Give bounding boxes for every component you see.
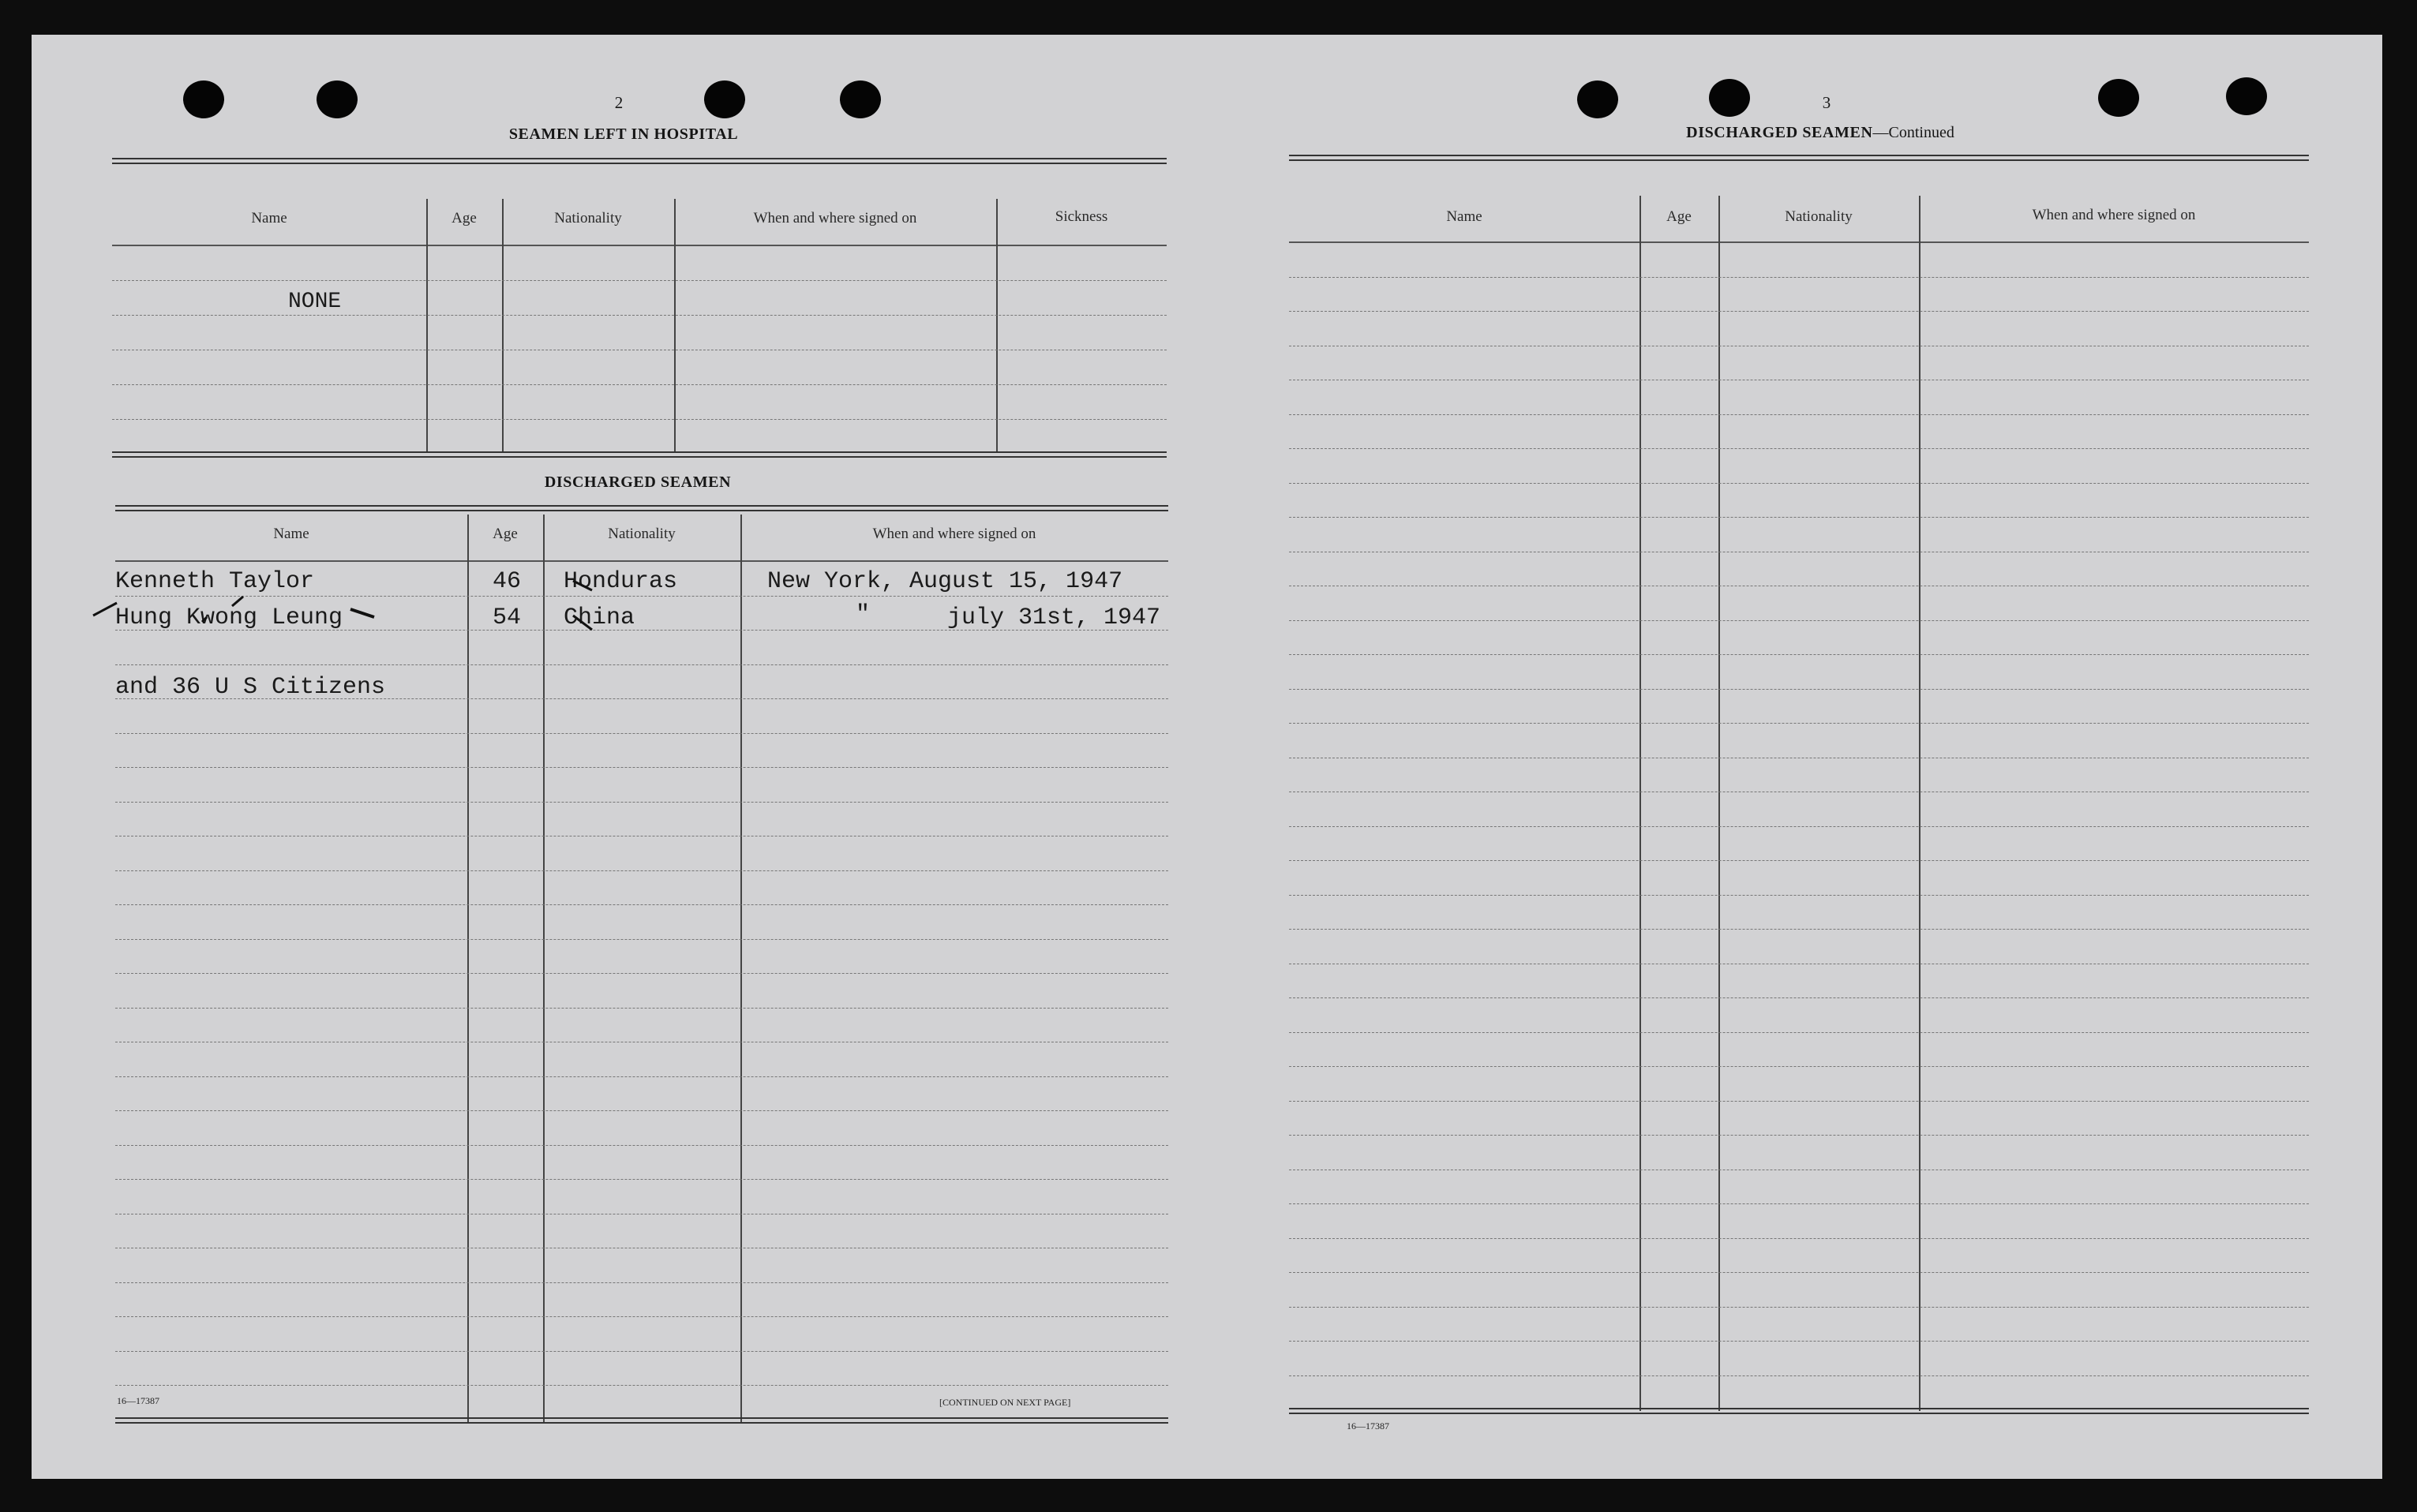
ruled-line [1289, 930, 2309, 964]
seaman-2-age: 54 [493, 604, 522, 631]
ruled-line [1289, 792, 2309, 827]
ruled-line [1289, 724, 2309, 758]
column-header-sickness: Sickness [1055, 208, 1108, 225]
ruled-line [115, 974, 1168, 1009]
discharged-section-title: DISCHARGED SEAMEN [544, 473, 732, 491]
column-header-signed-on: When and where signed on [753, 210, 917, 226]
manifest-sheet [32, 35, 2382, 1479]
column-header-signed-on: When and where signed on [2032, 207, 2196, 223]
ruled-line [115, 1248, 1168, 1283]
ruled-line [115, 905, 1168, 940]
title-suffix: —Continued [1872, 124, 1954, 141]
ruled-line [115, 1146, 1168, 1181]
column-header-nationality: Nationality [608, 526, 676, 542]
ruled-line [1289, 1136, 2309, 1170]
ruled-line [115, 1317, 1168, 1352]
hospital-entry: NONE [288, 290, 342, 314]
ruled-line [115, 836, 1168, 871]
page-number: 2 [614, 93, 624, 112]
ruled-line [1289, 1102, 2309, 1136]
ruled-line [1289, 998, 2309, 1033]
column-header-name: Name [251, 210, 287, 226]
ruled-line [1289, 1170, 2309, 1205]
ruled-line [1289, 621, 2309, 656]
ruled-line [115, 1009, 1168, 1043]
seaman-1-nationality: Honduras [564, 568, 678, 595]
page-number: 3 [1822, 93, 1831, 112]
ruled-line [1289, 655, 2309, 690]
seaman-2-nationality: China [564, 604, 635, 631]
ruled-line [1289, 1067, 2309, 1102]
punch-hole [1709, 79, 1750, 117]
ruled-line [1289, 278, 2309, 313]
ruled-line [115, 1283, 1168, 1318]
ruled-line [1289, 827, 2309, 862]
column-header-name: Name [273, 526, 309, 542]
ruled-line [1289, 1308, 2309, 1342]
citizens-note: and 36 U S Citizens [115, 674, 386, 701]
column-header-name: Name [1446, 208, 1482, 225]
punch-hole [2226, 77, 2267, 115]
ruled-line [1289, 518, 2309, 552]
continued-note: [CONTINUED ON NEXT PAGE] [939, 1397, 1071, 1408]
ruled-line [115, 1042, 1168, 1077]
form-number: 16—17387 [1347, 1420, 1389, 1432]
ruled-line [1289, 243, 2309, 278]
ruled-line [115, 1214, 1168, 1249]
ruled-line [1289, 312, 2309, 346]
ruled-line [1289, 896, 2309, 930]
ruled-line [115, 1180, 1168, 1214]
column-header-signed-on: When and where signed on [872, 526, 1036, 542]
ruled-line [1289, 964, 2309, 999]
column-header-age: Age [452, 210, 477, 226]
discharged-continued-table [1289, 155, 2309, 1414]
ruled-line [1289, 1239, 2309, 1274]
left-page [32, 35, 1216, 1479]
title-text: DISCHARGED SEAMEN [1686, 124, 1873, 141]
column-header-age: Age [1666, 208, 1692, 225]
seaman-2-name: Hung Kwong Leung [115, 604, 343, 631]
ruled-line [1289, 1273, 2309, 1308]
column-header-age: Age [493, 526, 518, 542]
ruled-line [115, 940, 1168, 975]
right-page [1216, 35, 2382, 1479]
ruled-line [1289, 449, 2309, 484]
discharged-continued-title [1686, 124, 1954, 142]
ruled-line [1289, 380, 2309, 415]
column-header-nationality: Nationality [1785, 208, 1853, 225]
seaman-1-signed-on: New York, August 15, 1947 [767, 568, 1123, 595]
ruled-line [1289, 1204, 2309, 1239]
ruled-line [115, 1352, 1168, 1387]
ruled-line [115, 1077, 1168, 1112]
hospital-section-title: SEAMEN LEFT IN HOSPITAL [508, 125, 739, 143]
form-number: 16—17387 [117, 1395, 159, 1406]
seaman-2-ditto-mark: " [856, 601, 871, 628]
ruled-line [1289, 1342, 2309, 1376]
seaman-1-name: Kenneth Taylor [115, 568, 315, 595]
punch-hole [2098, 79, 2139, 117]
ruled-line [1289, 758, 2309, 793]
seaman-1-age: 46 [493, 568, 522, 595]
ruled-line [115, 1111, 1168, 1146]
ruled-line [1289, 586, 2309, 621]
ruled-line [115, 768, 1168, 803]
column-header-nationality: Nationality [554, 210, 622, 226]
ruled-line [1289, 552, 2309, 587]
ruled-line [1289, 484, 2309, 518]
ruled-line [1289, 690, 2309, 724]
ruled-line [1289, 861, 2309, 896]
ruled-line [1289, 346, 2309, 381]
ruled-line [115, 871, 1168, 906]
ruled-line [1289, 415, 2309, 450]
ruled-line [1289, 1033, 2309, 1068]
seaman-2-signed-on-date: july 31st, 1947 [947, 604, 1161, 631]
ruled-line [115, 803, 1168, 837]
punch-hole [1577, 80, 1618, 118]
pen-check-marks [32, 35, 1216, 745]
